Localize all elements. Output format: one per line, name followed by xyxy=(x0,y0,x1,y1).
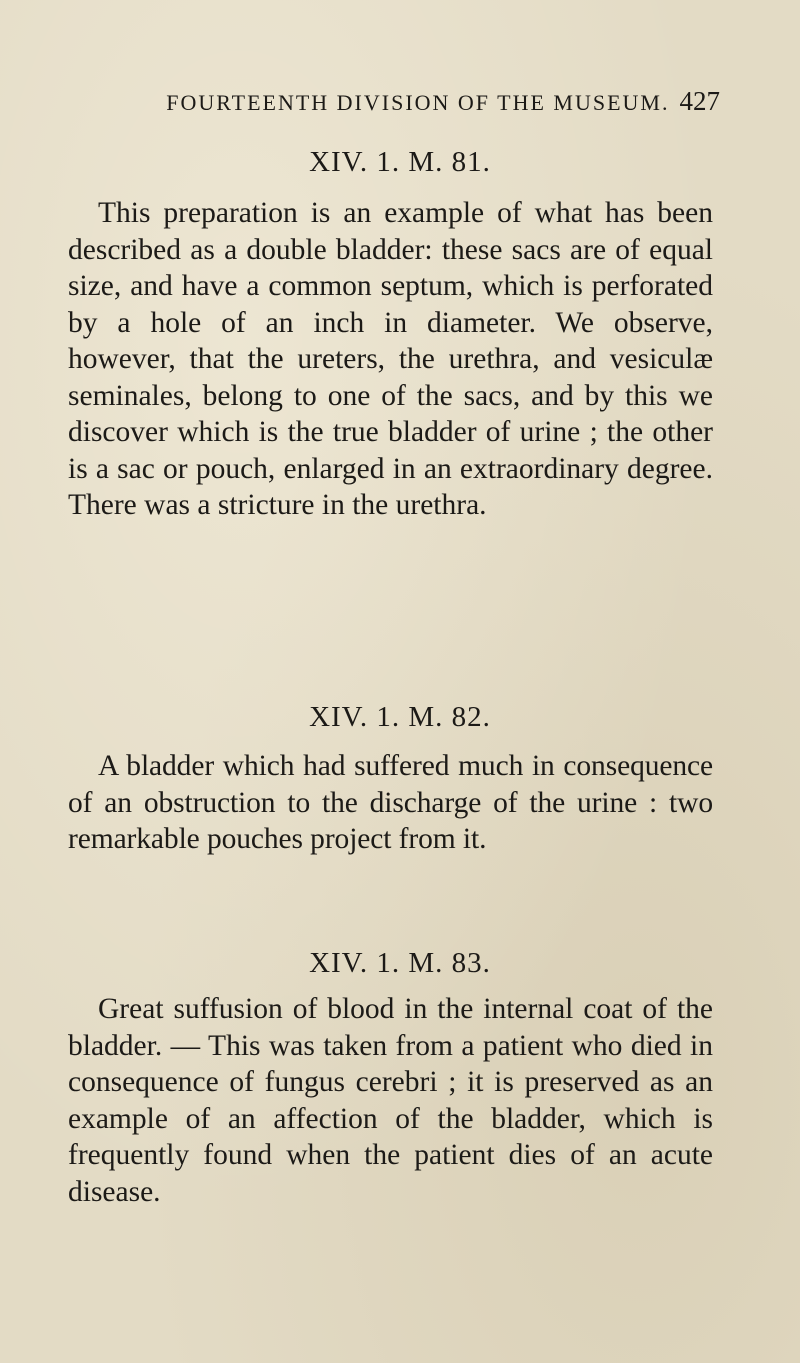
entry-paragraph: A bladder which had suffered much in consequence of an obstruction to the discharge of the urine : two remarkable pouches project from it. xyxy=(68,750,713,855)
entry-heading: XIV. 1. M. 83. xyxy=(309,947,491,979)
running-head-title: FOURTEENTH DIVISION OF THE MUSEUM. xyxy=(166,90,670,115)
entry-heading: XIV. 1. M. 81. xyxy=(309,146,491,178)
running-head xyxy=(0,86,720,117)
entry-heading: XIV. 1. M. 82. xyxy=(309,701,491,733)
entry-paragraph: Great suffusion of blood in the internal coat of the bladder. — This was taken from a patient who died in consequence of fungus cerebri ; it is preserved as an example of an affection of the bladder, which is frequently found when the patient dies of an acute disease. xyxy=(68,993,713,1208)
page-number: 427 xyxy=(679,86,720,116)
entry-paragraph: This preparation is an example of what has been described as a double bladder: these sacs are of equal size, and have a common septum, which is perforated by a hole of an inch in diameter. We observe, however, that the ureters, the urethra, and vesiculæ seminales, belong to one of the sacs, and by this we discover which is the true bladder of urine ; the other is a sac or pouch, enlarged in an extraordinary degree. There was a stricture in the urethra. xyxy=(68,197,713,521)
